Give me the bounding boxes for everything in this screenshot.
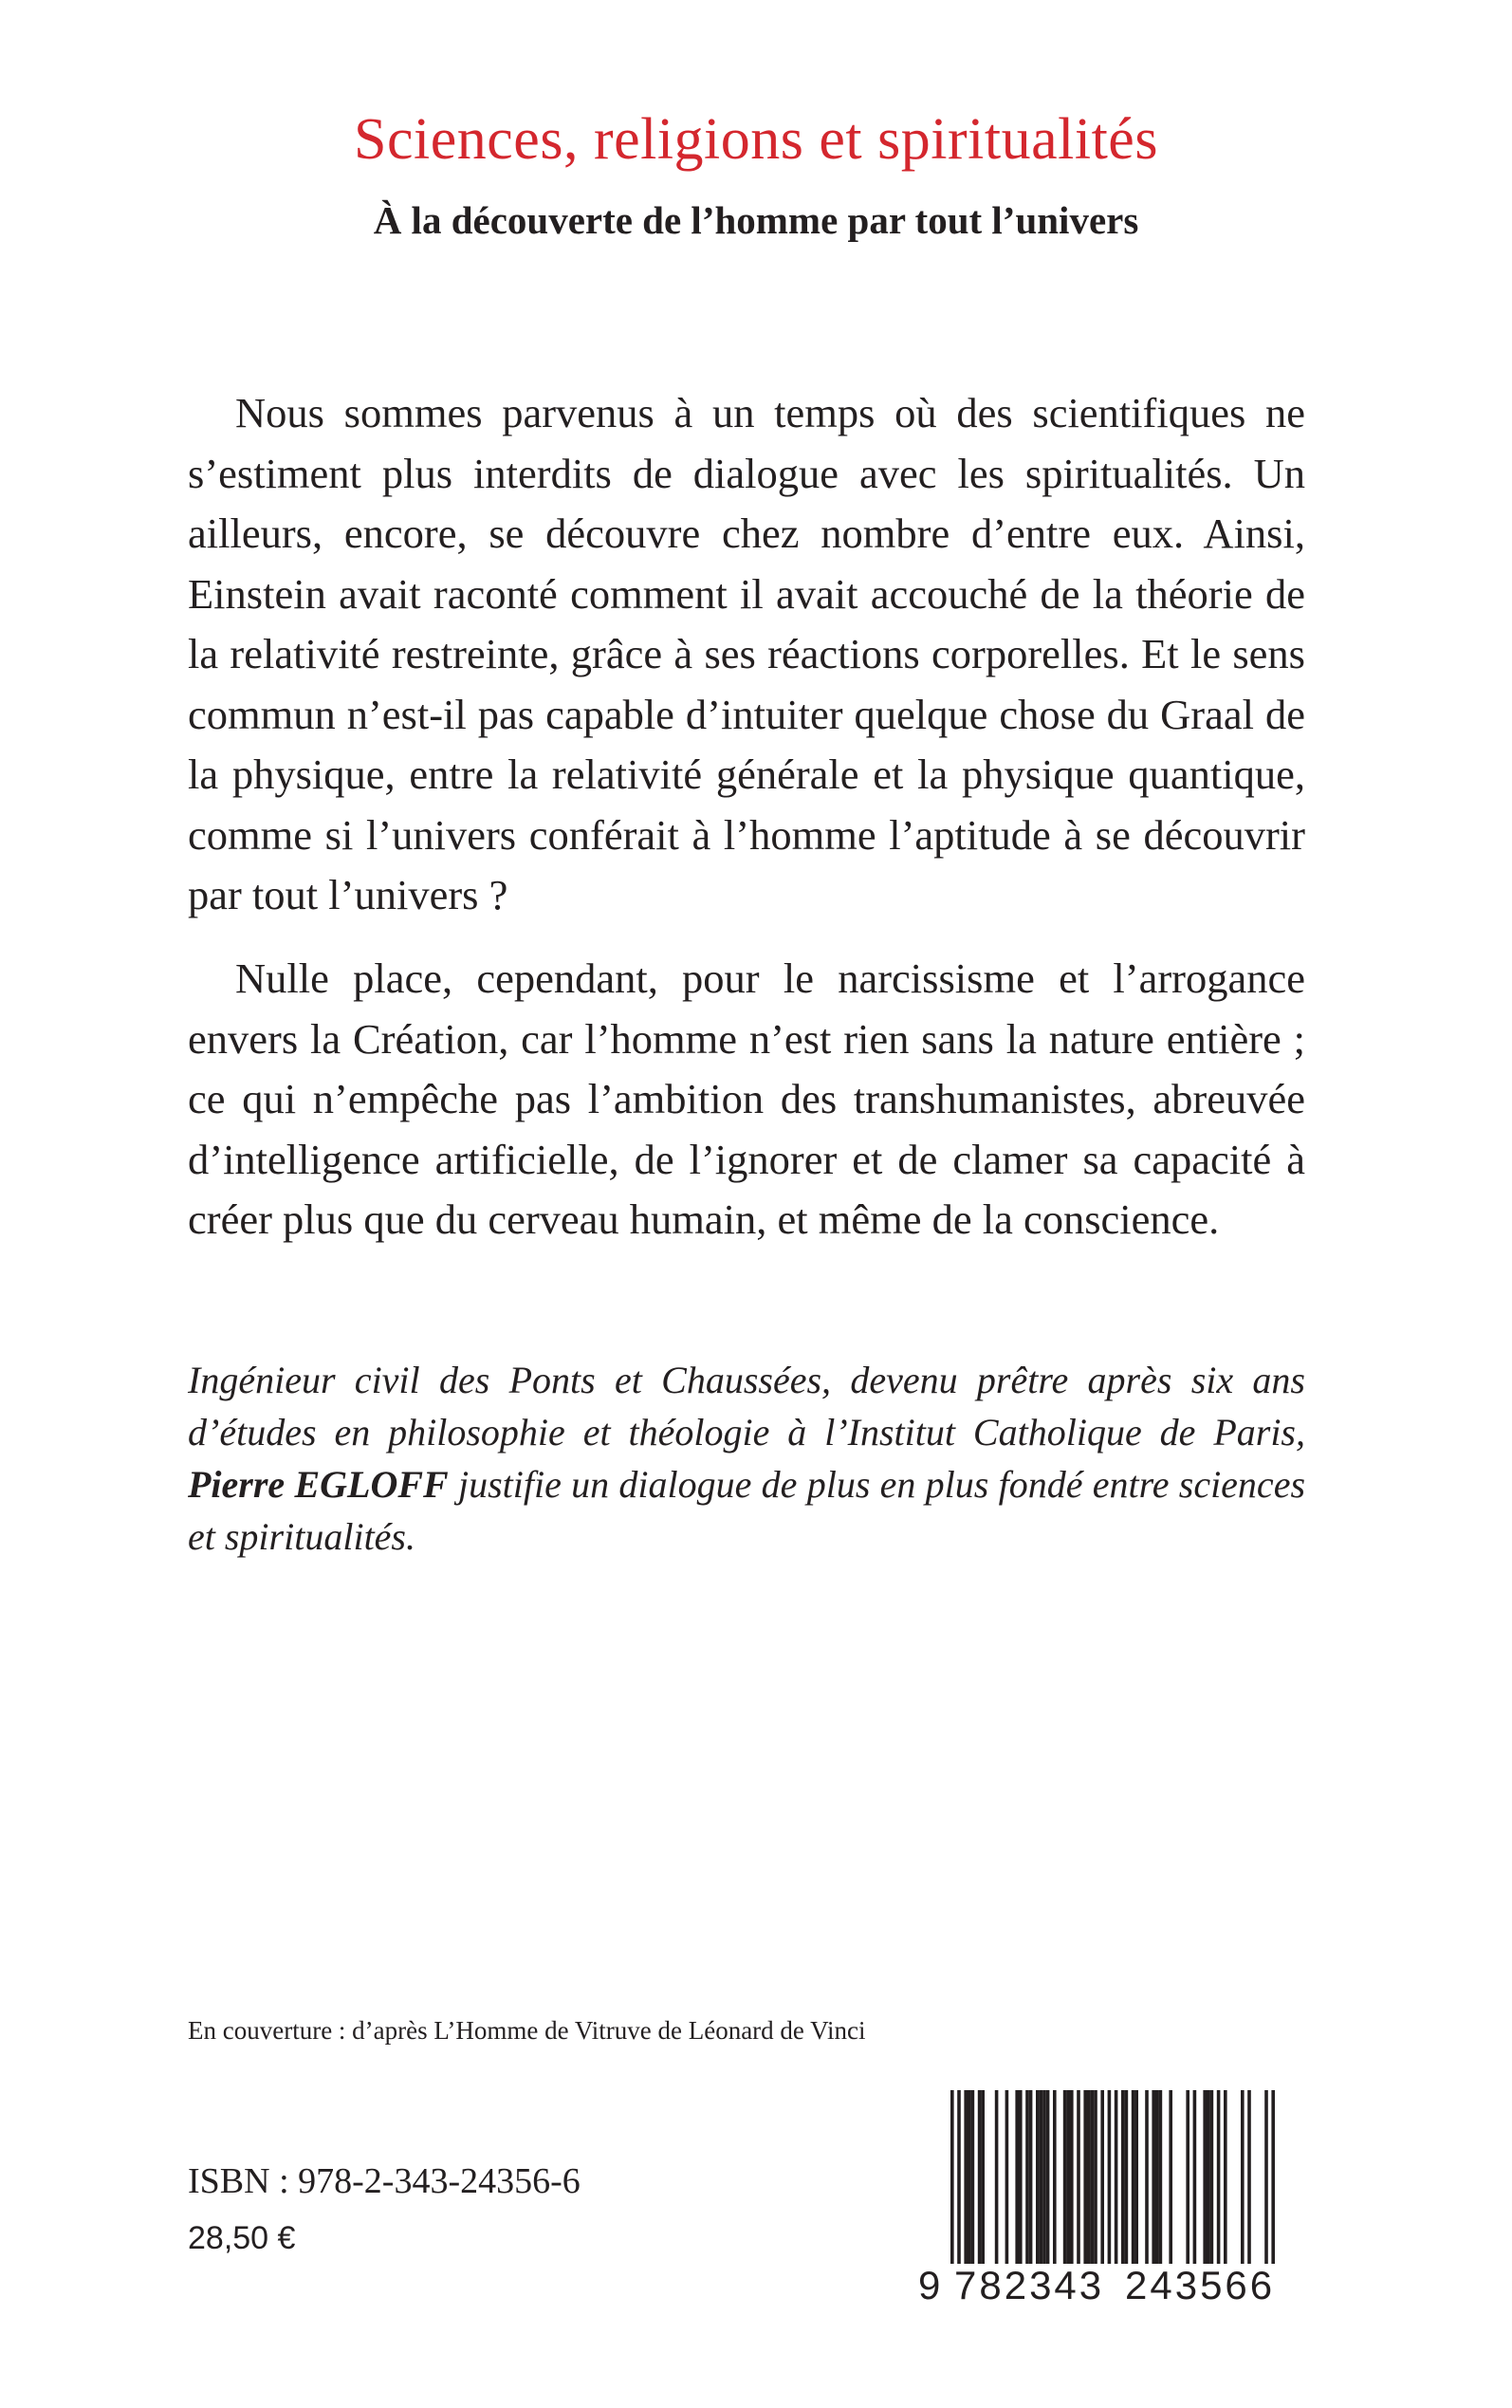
barcode-bar [1094, 2090, 1097, 2264]
barcode-bar [971, 2090, 975, 2264]
barcode-bar [1241, 2090, 1245, 2264]
barcode-bar [1053, 2090, 1057, 2264]
barcode-bar [1091, 2090, 1095, 2264]
barcode-bar [1186, 2090, 1189, 2264]
barcode-bar [1210, 2090, 1214, 2264]
cover-credit: En couverture : d’après L’Homme de Vitruve de Léonard de Vinci [188, 2016, 866, 2045]
barcode-bar [1070, 2090, 1074, 2264]
barcode-bar [1159, 2090, 1163, 2264]
barcode-bar [1040, 2090, 1043, 2264]
barcode-bar [1115, 2090, 1118, 2276]
barcode-bar [1121, 2090, 1125, 2264]
barcode-bar [1203, 2090, 1207, 2264]
barcode-bar [1145, 2090, 1149, 2264]
barcode-first-digit: 9 [918, 2263, 941, 2307]
barcode-bar [1155, 2090, 1159, 2264]
barcode-digits [918, 2264, 1300, 2307]
barcode-bar [1019, 2090, 1023, 2264]
barcode-bar [1134, 2090, 1138, 2264]
barcode-bar [1015, 2090, 1019, 2264]
barcode-icon [918, 2090, 1300, 2276]
barcode-bar [1217, 2090, 1221, 2264]
barcode-bar [1271, 2090, 1275, 2276]
barcode-bar [1025, 2090, 1029, 2264]
barcode-bar [1125, 2090, 1129, 2264]
barcode-bar [1046, 2090, 1050, 2264]
barcode-bar [1169, 2090, 1172, 2264]
author-name: Pierre EGLOFF [188, 1463, 449, 1506]
barcode-bar [957, 2090, 961, 2276]
barcode-bar [981, 2090, 985, 2264]
barcode-left-group: 782343 [954, 2263, 1105, 2307]
barcode-bar [1132, 2090, 1135, 2264]
barcode-bar [1247, 2090, 1251, 2264]
barcode-bar [1207, 2090, 1210, 2264]
author-bio-intro: Ingénieur civil des Ponts et Chaussées, devenu prêtre après six ans d’études en philosophie et théologie à l’Institut Catholique de Paris, [188, 1359, 1305, 1454]
author-bio [188, 1354, 1305, 1563]
book-subtitle: À la découverte de l’homme par tout l’univers [373, 198, 1139, 242]
barcode-bar [1224, 2090, 1227, 2264]
barcode-bar [1066, 2090, 1070, 2264]
barcode-bar [1264, 2090, 1268, 2276]
barcode-bar [1029, 2090, 1033, 2264]
price: 28,50 € [188, 2220, 296, 2256]
book-title: Sciences, religions et spiritualités [354, 107, 1158, 172]
barcode-bar [1193, 2090, 1197, 2264]
barcode-bar [1077, 2090, 1080, 2264]
barcode-bar [1100, 2090, 1104, 2264]
barcode-bar [1036, 2090, 1040, 2264]
barcode-bar [1087, 2090, 1091, 2264]
author-bio-outro: justifie un dialogue de plus en plus fondé entre sciences et spiritualités. [188, 1463, 1306, 1558]
barcode-bar [1108, 2090, 1112, 2276]
barcode-bar [1005, 2090, 1009, 2264]
barcode-bar [1063, 2090, 1067, 2264]
barcode-bar [964, 2090, 968, 2264]
blurb-paragraph-1: Nous sommes parvenus à un temps où des scientifiques ne s’estiment plus interdits de dialogue avec les spiritualités. Un ailleurs, encore, se découvre chez nombre d’entre eux. Ainsi, Einstein avait raconté comment il avait accouché de la théorie de la relativité restreinte, grâce à ses réactions corporelles. Et le sens commun n’est-il pas capable d’intuiter quelque chose du Graal de la physique, entre la relativité générale et la physique quantique, comme si l’univers conférait à l’homme l’aptitude à se découvrir par tout l’univers ? [188, 389, 1305, 918]
blurb-paragraph-2: Nulle place, cependant, pour le narcissisme et l’arrogance envers la Création, car l’homme n’est rien sans la nature entière ; ce qui n’empêche pas l’ambition des transhumanistes, abreuvée d’intelligence artificielle, de l’ignorer et de clamer sa capacité à créer plus que du cerveau humain, et même de la conscience. [188, 954, 1305, 1243]
isbn: ISBN : 978-2-343-24356-6 [188, 2161, 581, 2201]
barcode-bar [1083, 2090, 1087, 2264]
barcode-bar [950, 2090, 954, 2276]
barcode-bar [978, 2090, 982, 2264]
barcode-bar [1042, 2090, 1046, 2264]
barcode-bar [995, 2090, 999, 2264]
barcode-right-group: 243566 [1125, 2263, 1276, 2307]
barcode-bar [968, 2090, 971, 2264]
barcode-bar [1152, 2090, 1155, 2264]
